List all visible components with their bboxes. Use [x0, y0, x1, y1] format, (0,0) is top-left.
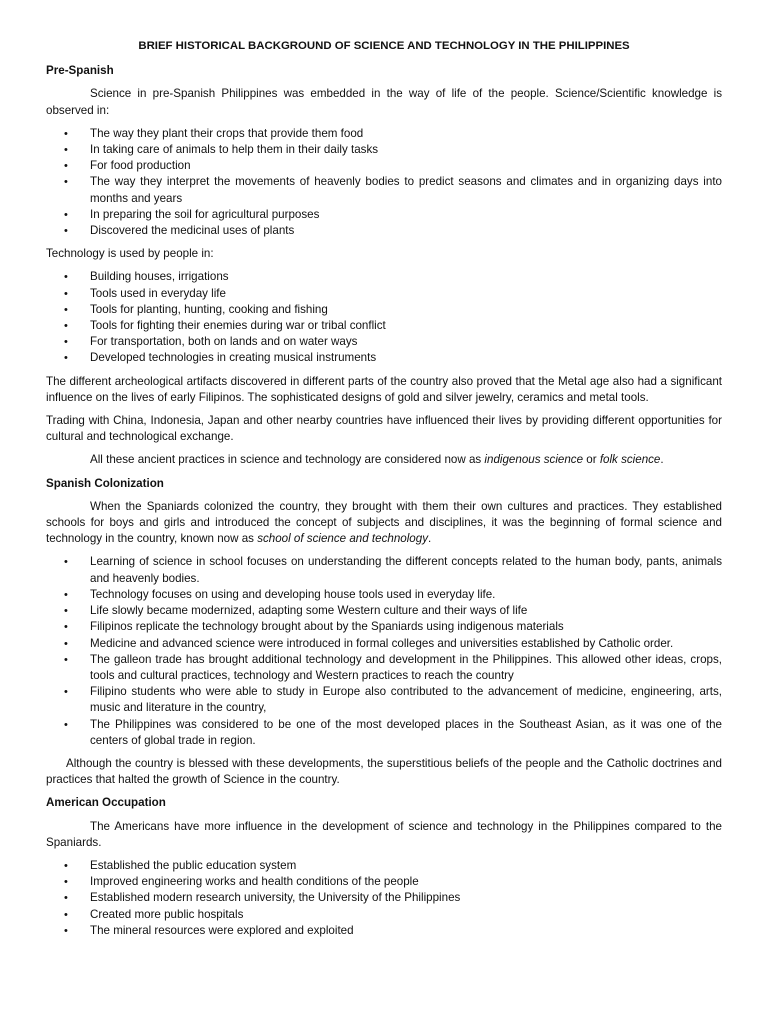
list-item-text: Life slowly became modernized, adapting some Western culture and their ways of life — [90, 604, 528, 618]
list-item-text: The way they interpret the movements of heavenly bodies to predict seasons and climates and in organizing days into months and years — [90, 175, 722, 205]
list-item — [46, 334, 722, 350]
list-item — [46, 587, 722, 603]
list-item-text: The galleon trade has brought additional technology and development in the Philippines. This allowed other ideas, crops, tools and cultural practices, technology and Western practices to reach the country — [90, 652, 722, 682]
list-item-text: Filipinos replicate the technology brought about by the Spaniards using indigenous materials — [90, 620, 564, 634]
list-item-text: The mineral resources were explored and exploited — [90, 923, 354, 937]
bullet-icon: • — [64, 225, 68, 238]
list-item-text: In preparing the soil for agricultural purposes — [90, 207, 320, 221]
list-item — [46, 652, 722, 684]
bullet-icon: • — [64, 718, 68, 731]
list-item-text: Building houses, irrigations — [90, 270, 229, 284]
bullet-icon: • — [64, 556, 68, 569]
bullet-icon: • — [64, 208, 68, 221]
list-item — [46, 318, 722, 334]
list-item — [46, 142, 722, 158]
list-item — [46, 126, 722, 142]
bullet-icon: • — [64, 588, 68, 601]
metal-age-paragraph: The different archeological artifacts discovered in different parts of the country also proved that the Metal age also had a significant influence on the lives of early Filipinos. The sophisticated designs of gold and silver jewelry, ceramics and metal tools. — [46, 374, 722, 404]
bullet-icon: • — [64, 352, 68, 365]
indigenous-science-term: indigenous science — [484, 453, 584, 467]
list-item-text: Established the public education system — [90, 858, 297, 872]
list-item — [46, 923, 722, 939]
bullet-icon: • — [64, 924, 68, 937]
bullet-icon: • — [64, 686, 68, 699]
bullet-icon: • — [64, 859, 68, 872]
bullet-icon: • — [64, 144, 68, 157]
spanish-intro — [46, 499, 722, 548]
heading-pre-spanish: Pre-Spanish — [46, 64, 114, 78]
list-item — [46, 684, 722, 716]
bullet-icon: • — [64, 908, 68, 921]
list-item-text: The Philippines was considered to be one of the most developed places in the Southeast Asian, as it was one of the centers of global trade in region. — [90, 717, 722, 747]
list-item-text: The way they plant their crops that provide them food — [90, 126, 364, 140]
list-item — [46, 174, 722, 206]
list-item-text: Created more public hospitals — [90, 907, 244, 921]
list-item — [46, 636, 722, 652]
list-item-text: Developed technologies in creating musical instruments — [90, 351, 377, 365]
bullet-icon: • — [64, 303, 68, 316]
list-item-text: Technology focuses on using and developing house tools used in everyday life. — [90, 587, 496, 601]
list-item-text: For food production — [90, 159, 191, 173]
tech-intro: Technology is used by people in: — [46, 247, 214, 261]
list-item-text: Tools for fighting their enemies during war or tribal conflict — [90, 319, 386, 333]
bullet-icon: • — [64, 271, 68, 284]
list-item-text: Tools used in everyday life — [90, 286, 226, 300]
list-item — [46, 223, 722, 239]
document-title: BRIEF HISTORICAL BACKGROUND OF SCIENCE AND TECHNOLOGY IN THE PHILIPPINES — [138, 40, 630, 52]
list-item — [46, 907, 722, 923]
list-item — [46, 554, 722, 586]
list-item-text: Medicine and advanced science were introduced in formal colleges and universities established by Catholic order. — [90, 636, 674, 650]
bullet-icon: • — [64, 621, 68, 634]
ancient-text-2: or — [583, 453, 600, 467]
bullet-icon: • — [64, 605, 68, 618]
bullet-icon: • — [64, 287, 68, 300]
bullet-icon: • — [64, 336, 68, 349]
list-item — [46, 717, 722, 749]
list-item — [46, 350, 722, 366]
pre-spanish-intro: Science in pre-Spanish Philippines was embedded in the way of life of the people. Science/Scientific knowledge is observed in: — [46, 87, 722, 117]
bullet-icon: • — [64, 637, 68, 650]
spanish-intro-end: . — [428, 532, 432, 546]
technology-list — [46, 269, 722, 366]
bullet-icon: • — [64, 127, 68, 140]
heading-spanish-colonization: Spanish Colonization — [46, 476, 164, 490]
bullet-icon: • — [64, 892, 68, 905]
list-item — [46, 619, 722, 635]
spanish-closing: Although the country is blessed with these developments, the superstitious beliefs of the people and the Catholic doctrines and practices that halted the growth of Science in the country. — [46, 756, 722, 787]
list-item-text: Discovered the medicinal uses of plants — [90, 224, 295, 238]
american-intro: The Americans have more influence in the development of science and technology in the Philippines compared to the Spaniards. — [46, 819, 722, 849]
list-item-text: In taking care of animals to help them in their daily tasks — [90, 143, 379, 157]
list-item-text: Tools for planting, hunting, cooking and fishing — [90, 302, 328, 316]
list-item — [46, 890, 722, 906]
ancient-text-3: . — [660, 453, 664, 467]
bullet-icon: • — [64, 876, 68, 889]
folk-science-term: folk science — [599, 453, 661, 467]
ancient-practices-paragraph — [46, 452, 722, 468]
list-item-text: Established modern research university, the University of the Philippines — [90, 891, 461, 905]
list-item — [46, 286, 722, 302]
list-item — [46, 207, 722, 223]
list-item — [46, 158, 722, 174]
ancient-text-1: All these ancient practices in science and technology are considered now as — [90, 453, 485, 467]
list-item — [46, 269, 722, 285]
list-item — [46, 302, 722, 318]
bullet-icon: • — [64, 653, 68, 666]
trading-paragraph: Trading with China, Indonesia, Japan and other nearby countries have influenced their lives by providing different opportunities for cultural and technological exchange. — [46, 414, 722, 444]
list-item — [46, 874, 722, 890]
list-item-text: Learning of science in school focuses on understanding the different concepts related to the human body, pants, animals and heavenly bodies. — [90, 555, 722, 585]
science-list — [46, 126, 722, 239]
list-item — [46, 603, 722, 619]
american-list — [46, 858, 722, 939]
school-term: school of science and technology — [257, 532, 428, 546]
heading-american-occupation: American Occupation — [46, 796, 166, 810]
spanish-list — [46, 554, 722, 748]
list-item — [46, 858, 722, 874]
bullet-icon: • — [64, 176, 68, 189]
list-item-text: For transportation, both on lands and on water ways — [90, 335, 358, 349]
bullet-icon: • — [64, 160, 68, 173]
spanish-intro-text: When the Spaniards colonized the country, they brought with them their own cultures and practices. They established schools for boys and girls and introduced the concept of subjects and disciplines, it was the beginning of formal science and technology in the country, known now as — [46, 499, 722, 546]
list-item-text: Improved engineering works and health conditions of the people — [90, 875, 419, 889]
bullet-icon: • — [64, 320, 68, 333]
list-item-text: Filipino students who were able to study in Europe also contributed to the advancement of medicine, engineering, arts, music and literature in the country, — [90, 685, 722, 715]
